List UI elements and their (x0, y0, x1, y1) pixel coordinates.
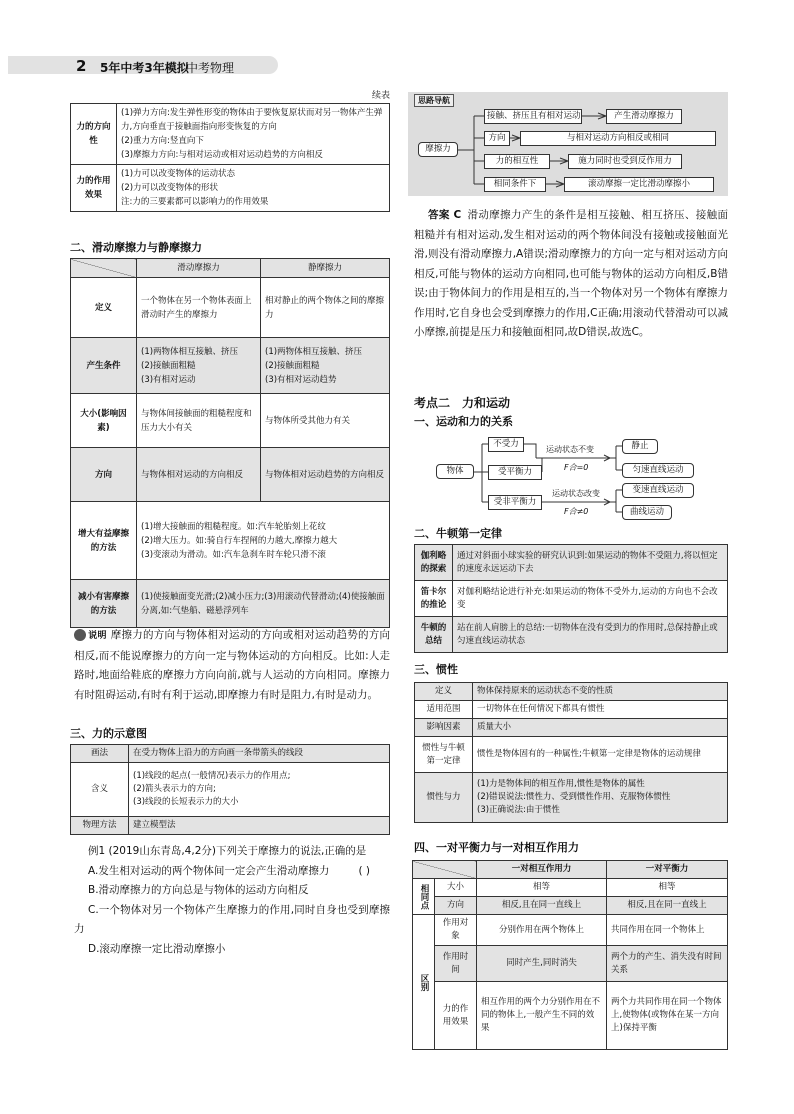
cell: (1)线段的起点(一般情况)表示力的作用点; (2)箭头表示力的方向; (3)线段的长短表示力的大小 (129, 763, 390, 817)
table-row (415, 773, 728, 823)
line: 注:力的三要素都可以影响力的作用效果 (121, 197, 269, 207)
row-content (117, 165, 390, 212)
unbalanced-force-node: 受非平衡力 (488, 495, 542, 510)
mindmap-node: 力的相互性 (484, 154, 550, 169)
curve-motion-node: 曲线运动 (622, 505, 672, 520)
row-label: 笛卡尔的推论 (415, 581, 453, 617)
balanced-force-node: 受平衡力 (488, 465, 542, 480)
mindmap-node: 滚动摩擦一定比滑动摩擦小 (564, 177, 714, 192)
state-change-label: 运动状态改变 (552, 489, 600, 498)
table-row (415, 737, 728, 773)
mindmap-panel (408, 92, 728, 196)
page-number: 2 (76, 57, 87, 75)
cell: (1)增大接触面的粗糙程度。如:汽车轮胎刻上花纹 (2)增大压力。如:骑自行车捏闸的力越大,摩擦力越大 (3)变滚动为滑动。如:汽车急刹车时车轮只滑不滚 (137, 502, 390, 580)
row-label: 方向 (435, 897, 477, 915)
row-label: 定义 (415, 683, 473, 701)
cell: (1)两物体相互接触、挤压 (2)接触面粗糙 (3)有相对运动趋势 (261, 338, 390, 394)
force-pairs-table (412, 860, 728, 1050)
fnet-zero-label: F合=0 (564, 463, 589, 472)
table-row (71, 817, 390, 835)
cell: 建立模型法 (129, 817, 390, 835)
cell: 与物体相对运动的方向相反 (137, 448, 261, 502)
section-title: 一、运动和力的关系 (414, 415, 513, 428)
table-row (415, 545, 728, 581)
table-header-row (413, 861, 728, 879)
cell: 两个力共同作用在同一个物体上,使物体(或物体在某一方向上)保持平衡 (607, 982, 728, 1050)
cell: 与物体相对运动趋势的方向相反 (261, 448, 390, 502)
row-label: 作用时间 (435, 946, 477, 982)
cell: 相反,且在同一直线上 (477, 897, 607, 915)
mindmap-root: 摩擦力 (418, 142, 458, 157)
row-content (117, 104, 390, 165)
section-title: 三、惯性 (414, 663, 458, 676)
row-label: 作用对象 (435, 915, 477, 946)
force-table-continued (70, 103, 390, 212)
uniform-motion-node: 匀速直线运动 (622, 463, 694, 478)
table-row (71, 580, 390, 628)
table-row (71, 338, 390, 394)
table-row (415, 617, 728, 653)
no-force-node: 不受力 (488, 437, 524, 452)
book-title: 5年中考3年模拟 (100, 61, 189, 75)
option-d: D.滚动摩擦一定比滑动摩擦小 (88, 942, 226, 955)
section-title: 二、牛顿第一定律 (414, 527, 502, 540)
continued-label: 续表 (371, 91, 390, 101)
state-same-label: 运动状态不变 (546, 445, 594, 454)
table-row (71, 278, 390, 338)
cell: (1)两物体相互接触、挤压 (2)接触面粗糙 (3)有相对运动 (137, 338, 261, 394)
row-label: 影响因素 (415, 719, 473, 737)
table-row (71, 763, 390, 817)
table-row (415, 701, 728, 719)
col-header: 滑动摩擦力 (137, 259, 261, 278)
mindmap-node: 方向 (484, 131, 510, 146)
option-b: B.滑动摩擦力的方向总是与物体的运动方向相反 (88, 884, 309, 896)
table-row (413, 915, 728, 946)
table-row (415, 683, 728, 701)
row-label: 力的作用效果 (71, 165, 117, 212)
mindmap-tag: 思路导航 (414, 94, 454, 107)
object-node: 物体 (436, 464, 474, 479)
row-label: 力的作用效果 (435, 982, 477, 1050)
row-label: 惯性与力 (415, 773, 473, 823)
cell: (1)使接触面变光滑;(2)减小压力;(3)用滚动代替滑动;(4)使接触面分离,如:气垫船、磁悬浮列车 (137, 580, 390, 628)
force-diagram-table (70, 744, 390, 835)
answer-blank: ( ) (358, 864, 370, 877)
note-label: 说明 (88, 631, 107, 641)
line: (2)重力方向:竖直向下 (121, 136, 204, 146)
cell: 相反,且在同一直线上 (607, 897, 728, 915)
mindmap-node: 相同条件下 (484, 177, 546, 192)
line: (1)力可以改变物体的运动状态 (121, 169, 236, 179)
section-title: 二、滑动摩擦力与静摩擦力 (70, 241, 202, 254)
table-row (415, 581, 728, 617)
table-row (413, 879, 728, 897)
row-label: 减小有害摩擦的方法 (71, 580, 137, 628)
example-question (74, 842, 390, 959)
line: (1)弹力方向:发生弹性形变的物体由于要恢复原状而对另一物体产生弹力,方向垂直于接触面指向形变恢复的方向 (121, 108, 383, 132)
group-label: 相同点 (413, 879, 435, 915)
row-label: 大小(影响因素) (71, 394, 137, 448)
cell: 一个物体在另一个物体表面上滑动时产生的摩擦力 (137, 278, 261, 338)
group-label: 区别 (413, 915, 435, 1050)
table-row (71, 502, 390, 580)
cell: (1)力是物体间的相互作用,惯性是物体的属性 (2)错误说法:惯性力、受到惯性作用、克服物体惯性 (3)正确说法:由于惯性 (473, 773, 728, 823)
row-label: 力的方向性 (71, 104, 117, 165)
table-row (413, 982, 728, 1050)
row-label: 适用范围 (415, 701, 473, 719)
cell: 分别作用在两个物体上 (477, 915, 607, 946)
cell: 通过对斜面小球实验的研究认识到:如果运动的物体不受阻力,将以恒定的速度永远运动下去 (453, 545, 728, 581)
table-row (71, 165, 390, 212)
row-label: 物理方法 (71, 817, 129, 835)
table-row (71, 448, 390, 502)
kp2-title: 考点二 力和运动 (414, 396, 511, 410)
rest-node: 静止 (622, 439, 658, 454)
diagonal-cell (413, 861, 477, 879)
option-c: C.一个物体对另一个物体产生摩擦力的作用,同时自身也受到摩擦力 (74, 903, 390, 935)
section-title: 四、一对平衡力与一对相互作用力 (414, 841, 579, 854)
table-row (71, 104, 390, 165)
row-label: 画法 (71, 745, 129, 763)
row-label: 伽利略的探索 (415, 545, 453, 581)
answer-text: 滑动摩擦力产生的条件是相互接触、相互挤压、接触面粗糙并有相对运动,发生相对运动的两个物体间没有接触或接触面光滑,则没有滑动摩擦力,A错误;滑动摩擦力的方向一定与相对运动方向相反,可能与物体的运动方向相同,也可能与物体的运动方向相反,B错误;由于物体间力的作用是相互的,当一个物体对另一个物体有摩擦力作用时,它自身也会受到摩擦力的作用,C正确;用滚动代替滑动可以减小摩擦,前提是压力和接触面相同,故D错误,故选C。 (414, 209, 729, 338)
inertia-table (414, 682, 728, 823)
table-row (413, 897, 728, 915)
row-label: 方向 (71, 448, 137, 502)
cell: 两个力的产生、消失没有时间关系 (607, 946, 728, 982)
cell: 同时产生,同时消失 (477, 946, 607, 982)
row-label: 牛顿的总结 (415, 617, 453, 653)
table-row (413, 946, 728, 982)
section-title: 三、力的示意图 (70, 727, 147, 740)
cell: 站在前人肩膀上的总结:一切物体在没有受到力的作用时,总保持静止或匀速直线运动状态 (453, 617, 728, 653)
cell: 一切物体在任何情况下都具有惯性 (473, 701, 728, 719)
option-a: A.发生相对运动的两个物体间一定会产生滑动摩擦力 (88, 864, 330, 877)
answer-label: 答案 (428, 209, 450, 221)
note-icon (74, 629, 86, 641)
line: (3)摩擦力方向:与相对运动或相对运动趋势的方向相反 (121, 150, 323, 160)
fnet-nonzero-label: F合≠0 (564, 507, 589, 516)
cell: 相对静止的两个物体之间的摩擦力 (261, 278, 390, 338)
subject-title: 中考物理 (186, 61, 235, 75)
friction-table (70, 258, 390, 628)
answer-explanation (414, 206, 728, 343)
line: (2)力可以改变物体的形状 (121, 183, 219, 193)
motion-force-diagram (414, 432, 728, 522)
table-row (415, 719, 728, 737)
page-header (0, 0, 794, 78)
row-label: 大小 (435, 879, 477, 897)
cell: 惯性是物体固有的一种属性;牛顿第一定律是物体的运动规律 (473, 737, 728, 773)
diagonal-cell (71, 259, 137, 278)
newton-law-table (414, 544, 728, 653)
stem-text: 例1 (2019山东青岛,4,2分)下列关于摩擦力的说法,正确的是 (88, 845, 367, 857)
cell: 与物体所受其他力有关 (261, 394, 390, 448)
row-label: 定义 (71, 278, 137, 338)
mindmap-node: 施力同时也受到反作用力 (568, 154, 682, 169)
col-header: 一对相互作用力 (477, 861, 607, 879)
cell: 质量大小 (473, 719, 728, 737)
cell: 在受力物体上沿力的方向画一条带箭头的线段 (129, 745, 390, 763)
answer-key: C (453, 209, 462, 221)
row-label: 惯性与牛顿第一定律 (415, 737, 473, 773)
mindmap-node: 产生滑动摩擦力 (606, 109, 682, 124)
table-row (71, 745, 390, 763)
mindmap-node: 接触、挤压且有相对运动 (484, 109, 582, 124)
cell: 共同作用在同一个物体上 (607, 915, 728, 946)
note-text: 摩擦力的方向与物体相对运动的方向或相对运动趋势的方向相反,而不能说摩擦力的方向一定与物体运动的方向相反。比如:人走路时,地面给鞋底的摩擦力方向向前,就与人运动的方向相同。摩擦力有时阻碍运动,有时有利于运动,即摩擦力有时是阻力,有时是动力。 (74, 629, 390, 701)
table-header-row (71, 259, 390, 278)
cell: 相等 (607, 879, 728, 897)
cell: 物体保持原来的运动状态不变的性质 (473, 683, 728, 701)
col-header: 静摩擦力 (261, 259, 390, 278)
table-row (71, 394, 390, 448)
mindmap-node: 与相对运动方向相反或相同 (520, 131, 716, 146)
cell: 相等 (477, 879, 607, 897)
col-header: 一对平衡力 (607, 861, 728, 879)
variable-motion-node: 变速直线运动 (622, 483, 694, 498)
cell: 与物体间接触面的粗糙程度和压力大小有关 (137, 394, 261, 448)
cell: 相互作用的两个力分别作用在不同的物体上,一般产生不同的效果 (477, 982, 607, 1050)
note-paragraph (74, 626, 390, 705)
row-label: 增大有益摩擦的方法 (71, 502, 137, 580)
row-label: 产生条件 (71, 338, 137, 394)
row-label: 含义 (71, 763, 129, 817)
cell: 对伽利略结论进行补充:如果运动的物体不受外力,运动的方向也不会改变 (453, 581, 728, 617)
